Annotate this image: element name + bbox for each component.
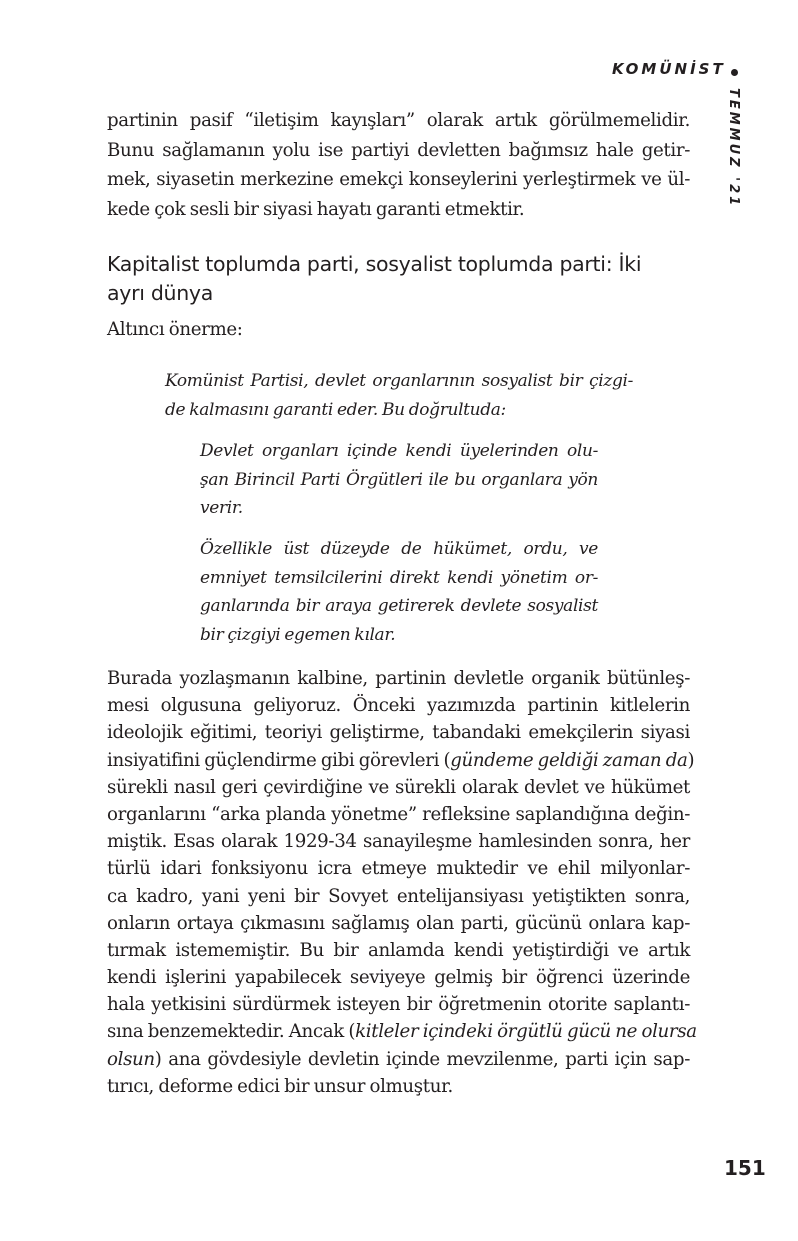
text-segment: de kalmasını garanti eder. Bu doğrultuda:: [165, 399, 506, 420]
issue-label: TEMMUZ '21: [726, 88, 741, 209]
text-segment: onların ortaya çıkmasını sağlamış olan parti, gücünü onlara kap-: [107, 912, 690, 934]
quote-item-2: [200, 535, 598, 649]
text-segment: organlarını “arka planda yönetme” refleksine saplandığına değin-: [107, 803, 690, 825]
paragraph-main: [107, 665, 697, 1100]
text-line: [107, 883, 690, 910]
text-segment: tırmak istememiştir. Bu bir anlamda kendi yetiştirdiği ve artık: [107, 939, 690, 961]
text-segment: ): [687, 749, 695, 771]
text-segment: kede çok sesli bir siyasi hayatı garanti etmektir.: [107, 198, 525, 220]
text-segment: şan Birincil Parti Örgütleri ile bu organlara yön: [200, 469, 598, 490]
text-line: [107, 801, 690, 828]
text-line: [107, 964, 690, 991]
text-line: [107, 1046, 690, 1073]
text-line: [107, 1073, 690, 1100]
intro-line: [107, 316, 690, 343]
text-segment: Devlet organları içinde kendi üyelerinden olu-: [200, 441, 598, 461]
text-line: [107, 165, 690, 195]
italic-text: gündeme geldiği zaman da: [450, 749, 688, 771]
text-segment: ca kadro, yani yeni bir Sovyet entelijansiyası yetiştikten sonra,: [107, 885, 690, 907]
text-line: [107, 828, 690, 855]
page-number: 151: [724, 1156, 766, 1180]
text-segment: mesi olgusuna geliyoruz. Önceki yazımızda partinin kitlelerin: [107, 695, 690, 717]
text-line: [200, 437, 598, 466]
section-heading: Kapitalist toplumda parti, sosyalist toplumda parti: İki ayrı dünya: [107, 252, 642, 305]
text-segment: ideolojik eğitimi, teoriyi geliştirme, tabandaki emekçilerin siyasi: [107, 722, 690, 744]
text-line: [107, 855, 690, 882]
text-line: [200, 466, 598, 495]
text-line: [165, 396, 633, 425]
text-segment: hala yetkisini sürdürmek isteyen bir öğretmenin otorite saplantı-: [107, 994, 690, 1016]
quote-item-1: [200, 437, 598, 523]
text-line: [200, 621, 598, 650]
text-line: [107, 774, 690, 801]
text-segment: Komünist Partisi, devlet organlarının sosyalist bir çizgi-: [165, 371, 633, 391]
text-line: [107, 910, 690, 937]
text-line: [107, 991, 690, 1018]
text-line: [107, 665, 690, 692]
text-segment: Özellikle üst düzeyde de hükümet, ordu, ve: [200, 539, 598, 559]
text-segment: Altıncı önerme:: [107, 319, 243, 340]
text-line: [200, 592, 598, 621]
text-segment: kendi işlerini yapabilecek seviyeye gelmiş bir öğrenci üzerinde: [107, 967, 690, 989]
text-line: [107, 692, 690, 719]
text-line: [200, 564, 598, 593]
text-line: [107, 719, 690, 746]
text-line: [107, 136, 690, 166]
text-line: [107, 316, 690, 343]
publication-title: KOMÜNİST: [612, 60, 726, 78]
text-segment: bir çizgiyi egemen kılar.: [200, 624, 396, 645]
text-segment: ganlarında bir araya getirerek devlete sosyalist: [200, 596, 598, 616]
text-segment: türlü idari fonksiyonu icra etmeye muktedir ve ehil milyonlar-: [107, 858, 690, 880]
italic-text: kitleler içindeki örgütlü gücü ne olursa: [355, 1021, 697, 1043]
text-segment: sına benzemektedir. Ancak (: [107, 1021, 356, 1043]
quote-main: [165, 367, 633, 424]
text-segment: sürekli nasıl geri çevirdiğine ve sürekli olarak devlet ve hükümet: [107, 776, 690, 798]
text-line: [107, 1018, 697, 1045]
text-segment: Bunu sağlamanın yolu ise partiyi devletten bağımsız hale getir-: [107, 139, 690, 161]
text-segment: miştik. Esas olarak 1929-34 sanayileşme hamlesinden sonra, her: [107, 831, 690, 853]
text-segment: verir.: [200, 498, 243, 518]
text-line: [107, 106, 690, 136]
text-segment: mek, siyasetin merkezine emekçi konseylerini yerleştirmek ve ül-: [107, 169, 690, 190]
text-line: [107, 937, 690, 964]
text-line: [165, 367, 633, 396]
text-segment: Burada yozlaşmanın kalbine, partinin devletle organik bütünleş-: [107, 668, 690, 689]
text-segment: insiyatifini güçlendirme gibi görevleri (: [107, 749, 451, 771]
text-line: [107, 195, 690, 225]
text-segment: partinin pasif “iletişim kayışları” olarak artık görülmemelidir.: [107, 110, 690, 131]
text-segment: tırıcı, deforme edici bir unsur olmuştur.: [107, 1075, 453, 1097]
text-line: [200, 494, 598, 523]
italic-text: olsun: [107, 1048, 155, 1070]
text-line: [200, 535, 598, 564]
text-segment: emniyet temsilcilerini direkt kendi yönetim or-: [200, 567, 598, 588]
text-segment: ) ana gövdesiyle devletin içinde mevzilenme, parti için sap-: [154, 1048, 690, 1070]
paragraph-top: [107, 106, 690, 224]
bullet-dot: [731, 69, 738, 76]
text-line: [107, 747, 695, 774]
